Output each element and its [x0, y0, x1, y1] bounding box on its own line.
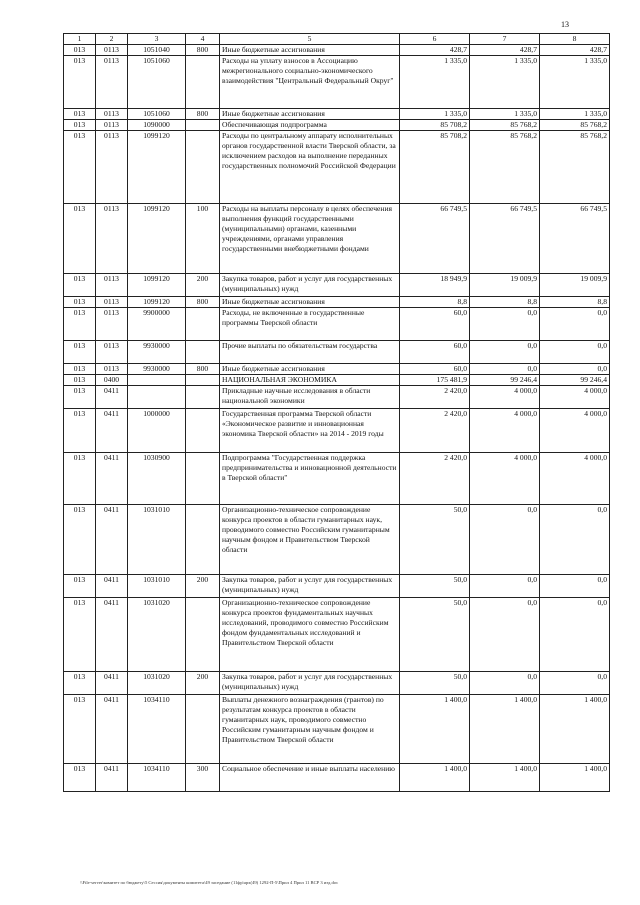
agency-code: 013 — [64, 308, 96, 341]
amount-col-8: 0,0 — [540, 308, 610, 341]
target-code: 1030900 — [128, 453, 186, 505]
item-name: Выплаты денежного вознаграждения (грантов) по результатам конкурса проектов в области гуманитарных наук, проводимого совместно Российским гуманитарным научным фондом и Правительством Тверской области — [220, 695, 400, 764]
amount-col-7: 0,0 — [470, 308, 540, 341]
table-row — [64, 386, 610, 409]
agency-code: 013 — [64, 409, 96, 453]
expense-type-code — [186, 120, 220, 131]
header-col-4: 4 — [186, 34, 220, 45]
section-code: 0411 — [96, 453, 128, 505]
expense-type-code — [186, 695, 220, 764]
table-row — [64, 308, 610, 341]
item-name: Обеспечивающая подпрограмма — [220, 120, 400, 131]
target-code — [128, 375, 186, 386]
header-col-5: 5 — [220, 34, 400, 45]
header-col-7: 7 — [470, 34, 540, 45]
item-name: НАЦИОНАЛЬНАЯ ЭКОНОМИКА — [220, 375, 400, 386]
amount-col-8: 1 335,0 — [540, 109, 610, 120]
section-code: 0411 — [96, 409, 128, 453]
expense-type-code: 200 — [186, 274, 220, 297]
target-code: 1000000 — [128, 409, 186, 453]
agency-code: 013 — [64, 56, 96, 109]
amount-col-7: 1 335,0 — [470, 109, 540, 120]
amount-col-8: 19 009,9 — [540, 274, 610, 297]
amount-col-8: 99 246,4 — [540, 375, 610, 386]
item-name: Прочие выплаты по обязательствам государства — [220, 341, 400, 364]
amount-col-6: 18 949,9 — [400, 274, 470, 297]
amount-col-8: 85 768,2 — [540, 120, 610, 131]
expense-type-code: 100 — [186, 204, 220, 274]
amount-col-6: 1 335,0 — [400, 56, 470, 109]
amount-col-7: 85 768,2 — [470, 131, 540, 204]
agency-code: 013 — [64, 575, 96, 598]
item-name: Расходы на выплаты персоналу в целях обеспечения выполнения функций государственными (муниципальными) органами, казенными учреждениями, органами управления государственными внебюджетными фондами — [220, 204, 400, 274]
expense-type-code: 200 — [186, 575, 220, 598]
agency-code: 013 — [64, 45, 96, 56]
amount-col-6: 85 708,2 — [400, 120, 470, 131]
target-code: 1099120 — [128, 131, 186, 204]
amount-col-7: 1 335,0 — [470, 56, 540, 109]
expense-type-code — [186, 505, 220, 575]
table-row — [64, 109, 610, 120]
target-code: 1031010 — [128, 505, 186, 575]
section-code: 0411 — [96, 764, 128, 792]
table-row — [64, 672, 610, 695]
table-row — [64, 375, 610, 386]
amount-col-6: 2 420,0 — [400, 453, 470, 505]
agency-code: 013 — [64, 695, 96, 764]
amount-col-7: 85 768,2 — [470, 120, 540, 131]
item-name: Государственная программа Тверской области «Экономическое развитие и инновационная экономика Тверской области» на 2014 - 2019 годы — [220, 409, 400, 453]
agency-code: 013 — [64, 764, 96, 792]
item-name: Расходы по центральному аппарату исполнительных органов государственной власти Тверской области, за исключением расходов на выполнение переданных государственных полномочий Российской Федерации — [220, 131, 400, 204]
table-row — [64, 364, 610, 375]
target-code: 9930000 — [128, 364, 186, 375]
amount-col-7: 0,0 — [470, 575, 540, 598]
item-name: Закупка товаров, работ и услуг для государственных (муниципальных) нужд — [220, 575, 400, 598]
amount-col-7: 0,0 — [470, 598, 540, 672]
amount-col-6: 1 335,0 — [400, 109, 470, 120]
header-col-3: 3 — [128, 34, 186, 45]
item-name: Иные бюджетные ассигнования — [220, 364, 400, 375]
table-row — [64, 45, 610, 56]
agency-code: 013 — [64, 131, 96, 204]
agency-code: 013 — [64, 505, 96, 575]
amount-col-7: 0,0 — [470, 505, 540, 575]
target-code: 1051060 — [128, 109, 186, 120]
target-code: 1099120 — [128, 297, 186, 308]
item-name: Иные бюджетные ассигнования — [220, 297, 400, 308]
amount-col-6: 8,8 — [400, 297, 470, 308]
item-name: Иные бюджетные ассигнования — [220, 109, 400, 120]
page-number: 13 — [561, 20, 569, 29]
agency-code: 013 — [64, 672, 96, 695]
amount-col-7: 1 400,0 — [470, 695, 540, 764]
section-code: 0411 — [96, 505, 128, 575]
amount-col-6: 50,0 — [400, 672, 470, 695]
amount-col-7: 19 009,9 — [470, 274, 540, 297]
header-col-6: 6 — [400, 34, 470, 45]
amount-col-7: 66 749,5 — [470, 204, 540, 274]
amount-col-8: 0,0 — [540, 505, 610, 575]
expense-type-code: 800 — [186, 364, 220, 375]
agency-code: 013 — [64, 274, 96, 297]
amount-col-6: 1 400,0 — [400, 695, 470, 764]
target-code: 1051060 — [128, 56, 186, 109]
amount-col-8: 1 335,0 — [540, 56, 610, 109]
target-code: 9900000 — [128, 308, 186, 341]
footer-file-path: \\File-server\комитет по бюджету\5 Сессия\документы комитета\49 заседание (11фр\арх(49) 1292-П-5\Прил 4 Прил 11 ВСР 3 изд.doc — [80, 880, 339, 885]
amount-col-6: 60,0 — [400, 308, 470, 341]
item-name: Расходы, не включенные в государственные программы Тверской области — [220, 308, 400, 341]
amount-col-6: 60,0 — [400, 364, 470, 375]
target-code — [128, 386, 186, 409]
amount-col-6: 50,0 — [400, 598, 470, 672]
table-row — [64, 131, 610, 204]
table-row — [64, 598, 610, 672]
expense-type-code: 300 — [186, 764, 220, 792]
section-code: 0411 — [96, 598, 128, 672]
section-code: 0113 — [96, 308, 128, 341]
agency-code: 013 — [64, 375, 96, 386]
expense-type-code: 800 — [186, 109, 220, 120]
section-code: 0113 — [96, 120, 128, 131]
target-code: 1099120 — [128, 274, 186, 297]
item-name: Расходы на уплату взносов в Ассоциацию межрегионального социально-экономического взаимодействия "Центральный Федеральный Округ" — [220, 56, 400, 109]
section-code: 0400 — [96, 375, 128, 386]
amount-col-7: 1 400,0 — [470, 764, 540, 792]
amount-col-8: 4 000,0 — [540, 409, 610, 453]
amount-col-8: 0,0 — [540, 598, 610, 672]
target-code: 1090000 — [128, 120, 186, 131]
expense-type-code — [186, 341, 220, 364]
amount-col-8: 1 400,0 — [540, 764, 610, 792]
table-row — [64, 274, 610, 297]
expense-type-code: 800 — [186, 45, 220, 56]
amount-col-6: 2 420,0 — [400, 386, 470, 409]
table-row — [64, 764, 610, 792]
expense-type-code — [186, 56, 220, 109]
amount-col-6: 1 400,0 — [400, 764, 470, 792]
agency-code: 013 — [64, 297, 96, 308]
table-row — [64, 695, 610, 764]
agency-code: 013 — [64, 364, 96, 375]
expense-type-code — [186, 131, 220, 204]
table-row — [64, 56, 610, 109]
amount-col-6: 428,7 — [400, 45, 470, 56]
agency-code: 013 — [64, 341, 96, 364]
expense-type-code — [186, 375, 220, 386]
agency-code: 013 — [64, 204, 96, 274]
expense-type-code — [186, 453, 220, 505]
expense-type-code: 200 — [186, 672, 220, 695]
item-name: Социальное обеспечение и иные выплаты населению — [220, 764, 400, 792]
amount-col-6: 2 420,0 — [400, 409, 470, 453]
section-code: 0411 — [96, 575, 128, 598]
amount-col-8: 0,0 — [540, 341, 610, 364]
amount-col-7: 0,0 — [470, 364, 540, 375]
target-code: 1031020 — [128, 672, 186, 695]
amount-col-6: 50,0 — [400, 505, 470, 575]
expense-type-code — [186, 598, 220, 672]
agency-code: 013 — [64, 453, 96, 505]
header-col-2: 2 — [96, 34, 128, 45]
section-code: 0411 — [96, 695, 128, 764]
amount-col-8: 4 000,0 — [540, 453, 610, 505]
target-code: 1034110 — [128, 764, 186, 792]
item-name: Закупка товаров, работ и услуг для государственных (муниципальных) нужд — [220, 274, 400, 297]
item-name: Закупка товаров, работ и услуг для государственных (муниципальных) нужд — [220, 672, 400, 695]
section-code: 0113 — [96, 341, 128, 364]
section-code: 0113 — [96, 109, 128, 120]
target-code: 1051040 — [128, 45, 186, 56]
expense-type-code — [186, 386, 220, 409]
header-col-1: 1 — [64, 34, 96, 45]
section-code: 0113 — [96, 45, 128, 56]
amount-col-7: 0,0 — [470, 672, 540, 695]
amount-col-8: 1 400,0 — [540, 695, 610, 764]
section-code: 0113 — [96, 364, 128, 375]
budget-table — [63, 33, 610, 792]
amount-col-8: 0,0 — [540, 575, 610, 598]
amount-col-8: 0,0 — [540, 364, 610, 375]
amount-col-6: 50,0 — [400, 575, 470, 598]
amount-col-7: 4 000,0 — [470, 409, 540, 453]
item-name: Иные бюджетные ассигнования — [220, 45, 400, 56]
table-row — [64, 120, 610, 131]
table-row — [64, 575, 610, 598]
header-col-8: 8 — [540, 34, 610, 45]
expense-type-code — [186, 409, 220, 453]
expense-type-code — [186, 308, 220, 341]
amount-col-8: 428,7 — [540, 45, 610, 56]
amount-col-8: 0,0 — [540, 672, 610, 695]
section-code: 0113 — [96, 297, 128, 308]
item-name: Организационно-техническое сопровождение конкурса проектов фундаментальных научных исследований, проводимого совместно Российским фондом фундаментальных исследований и Правительством Тверской области — [220, 598, 400, 672]
amount-col-7: 428,7 — [470, 45, 540, 56]
amount-col-7: 4 000,0 — [470, 453, 540, 505]
item-name: Организационно-техническое сопровождение конкурса проектов в области гуманитарных наук, проводимого совместно Российским гуманитарным научным фондом и Правительством Тверской области — [220, 505, 400, 575]
agency-code: 013 — [64, 109, 96, 120]
amount-col-7: 4 000,0 — [470, 386, 540, 409]
item-name: Прикладные научные исследования в области национальной экономики — [220, 386, 400, 409]
amount-col-8: 66 749,5 — [540, 204, 610, 274]
item-name: Подпрограмма "Государственная поддержка предпринимательства и инновационной деятельности в Тверской области" — [220, 453, 400, 505]
amount-col-6: 85 708,2 — [400, 131, 470, 204]
section-code: 0411 — [96, 386, 128, 409]
amount-col-8: 8,8 — [540, 297, 610, 308]
section-code: 0113 — [96, 204, 128, 274]
target-code: 1031010 — [128, 575, 186, 598]
amount-col-7: 0,0 — [470, 341, 540, 364]
amount-col-8: 4 000,0 — [540, 386, 610, 409]
table-row — [64, 341, 610, 364]
section-code: 0113 — [96, 56, 128, 109]
amount-col-7: 99 246,4 — [470, 375, 540, 386]
amount-col-6: 66 749,5 — [400, 204, 470, 274]
amount-col-6: 175 481,9 — [400, 375, 470, 386]
table-row — [64, 204, 610, 274]
table-row — [64, 297, 610, 308]
table-row — [64, 505, 610, 575]
agency-code: 013 — [64, 598, 96, 672]
expense-type-code: 800 — [186, 297, 220, 308]
table-row — [64, 453, 610, 505]
target-code: 1099120 — [128, 204, 186, 274]
amount-col-6: 60,0 — [400, 341, 470, 364]
header-row — [64, 34, 610, 45]
section-code: 0113 — [96, 131, 128, 204]
section-code: 0113 — [96, 274, 128, 297]
section-code: 0411 — [96, 672, 128, 695]
amount-col-7: 8,8 — [470, 297, 540, 308]
target-code: 1034110 — [128, 695, 186, 764]
table-row — [64, 409, 610, 453]
agency-code: 013 — [64, 386, 96, 409]
target-code: 9930000 — [128, 341, 186, 364]
target-code: 1031020 — [128, 598, 186, 672]
agency-code: 013 — [64, 120, 96, 131]
amount-col-8: 85 768,2 — [540, 131, 610, 204]
